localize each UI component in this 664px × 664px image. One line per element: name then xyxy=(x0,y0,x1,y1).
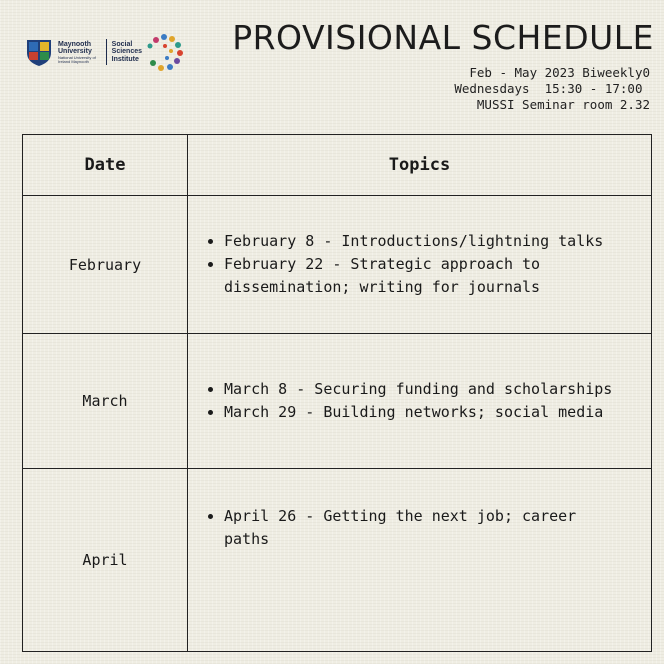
table-header-row xyxy=(23,135,652,196)
topic-list xyxy=(210,230,621,299)
topic-item: • April 26 - Getting the next job; career paths xyxy=(224,505,621,551)
schedule-meta xyxy=(454,65,650,113)
row-topics xyxy=(188,469,652,652)
meta-dates: Feb - May 2023 Biweekly0 xyxy=(469,65,650,80)
schedule-table xyxy=(22,134,652,652)
logo-divider xyxy=(106,39,107,65)
topic-item: • February 22 - Strategic approach to dissemination; writing for journals xyxy=(224,253,621,299)
university-name: Maynooth University xyxy=(58,40,92,55)
row-topics xyxy=(188,334,652,469)
meta-time: Wednesdays 15:30 - 17:00 xyxy=(454,81,650,96)
date-column-header: Date xyxy=(23,135,188,196)
topic-list xyxy=(210,505,621,551)
maynooth-crest-icon xyxy=(24,37,54,67)
page-title: PROVISIONAL SCHEDULE xyxy=(232,18,654,57)
topic-list xyxy=(210,378,621,424)
row-topics xyxy=(188,196,652,334)
institute-ring-icon xyxy=(144,32,184,72)
table-row xyxy=(23,334,652,469)
row-date: March xyxy=(23,334,188,469)
institute-name: Social Sciences Institute xyxy=(111,40,143,63)
topic-item: • March 8 - Securing funding and scholarships xyxy=(224,378,621,401)
meta-room: MUSSI Seminar room 2.32 xyxy=(476,97,650,112)
topic-item: • March 29 - Building networks; social media xyxy=(224,401,621,424)
university-wordmark xyxy=(58,41,101,64)
topic-item: • February 8 - Introductions/lightning talks xyxy=(224,230,621,253)
row-date: February xyxy=(23,196,188,334)
row-date: April xyxy=(23,469,188,652)
university-subtitle: National University of Ireland Maynooth xyxy=(58,54,96,64)
table-row xyxy=(23,469,652,652)
topics-column-header: Topics xyxy=(188,135,652,196)
table-row xyxy=(23,196,652,334)
logo-lockup xyxy=(24,30,184,74)
